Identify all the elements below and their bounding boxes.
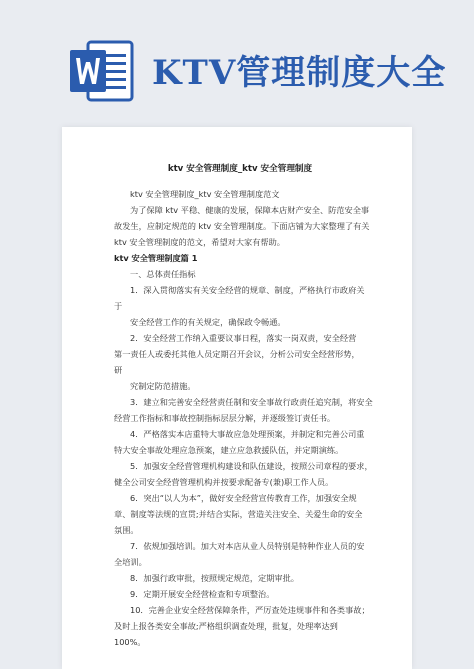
paragraph-line: 9．定期开展安全经营检查和专项整治。 xyxy=(130,589,275,599)
paragraph-line: 及时上报各类安全事故;严格组织调查处理，批复，处理率达到 100%。 xyxy=(114,621,347,647)
document-title: ktv 安全管理制度_ktv 安全管理制度 xyxy=(167,164,313,174)
paragraph-line: 6．突出“以人为本”，做好安全经营宣传教育工作，加强安全规 xyxy=(130,493,357,503)
paragraph-line: 故发生，应制定规范的 ktv 安全管理制度。下面店铺为大家整理了有关 xyxy=(114,221,370,231)
paragraph-line: 经营工作指标和事故控制指标层层分解，并逐级签订责任书。 xyxy=(114,413,336,423)
banner xyxy=(0,0,474,120)
paragraph-line: 1．深入贯彻落实有关安全经营的规章、制度，严格执行市政府关 xyxy=(130,285,365,295)
paragraph-line: 第一责任人或委托其他人员定期召开会议，分析公司安全经营形势， xyxy=(114,349,360,359)
paragraph-line: 7．依规加强培训。加大对本店从业人员特别是特种作业人员的安 xyxy=(130,541,365,551)
paragraph-line: 安全经营工作的有关规定，确保政令畅通。 xyxy=(130,317,286,327)
paragraph-line: 8．加强行政审批，按照规定规范，定期审批。 xyxy=(130,573,299,583)
paragraph-line: 3．建立和完善安全经营责任制和安全事故行政责任追究制，将安全 xyxy=(130,397,373,407)
paragraph-line: 2．安全经营工作纳入重要议事日程，落实一岗双责，安全经营 xyxy=(130,333,357,343)
paragraph-line: ktv 安全管理制度的范文，希望对大家有帮助。 xyxy=(114,237,285,247)
document-body xyxy=(114,161,376,650)
banner-title: KTV管理制度大全 xyxy=(152,53,447,93)
section-heading: ktv 安全管理制度篇 1 xyxy=(114,253,198,263)
paragraph-line: 健全公司安全经营管理机构并按要求配备专(兼)职工作人员。 xyxy=(114,477,334,487)
sub-heading: 一、总体责任指标 xyxy=(130,269,196,279)
paragraph-line: 全培训。 xyxy=(114,557,147,567)
paragraph-line: 氛围。 xyxy=(114,525,139,535)
document-subtitle: ktv 安全管理制度_ktv 安全管理制度范文 xyxy=(130,189,280,199)
document-page xyxy=(62,127,412,669)
paragraph-line: 究制定防范措施。 xyxy=(130,381,196,391)
paragraph-line: 于 xyxy=(114,301,123,311)
paragraph-line: 研 xyxy=(114,365,123,375)
paragraph-line: 4．严格落实本店重特大事故应急处理预案，并制定和完善公司重 xyxy=(130,429,365,439)
paragraph-line: 章、制度等法规的宣贯;并结合实际，营造关注安全、关爱生命的安全 xyxy=(114,509,363,519)
paragraph-line: 特大安全事故处理应急预案，建立应急救援队伍，并定期演练。 xyxy=(114,445,344,455)
word-document-icon xyxy=(68,38,136,104)
paragraph-line: 5．加强安全经营管理机构建设和队伍建设，按照公司章程的要求， xyxy=(130,461,373,471)
paragraph-line: 10．完善企业安全经营保障条件，严厉查处违规事件和各类事故； xyxy=(130,605,370,615)
paragraph-line: 为了保障 ktv 平稳、健康的发展，保障本店财产安全、防范安全事 xyxy=(130,205,370,215)
